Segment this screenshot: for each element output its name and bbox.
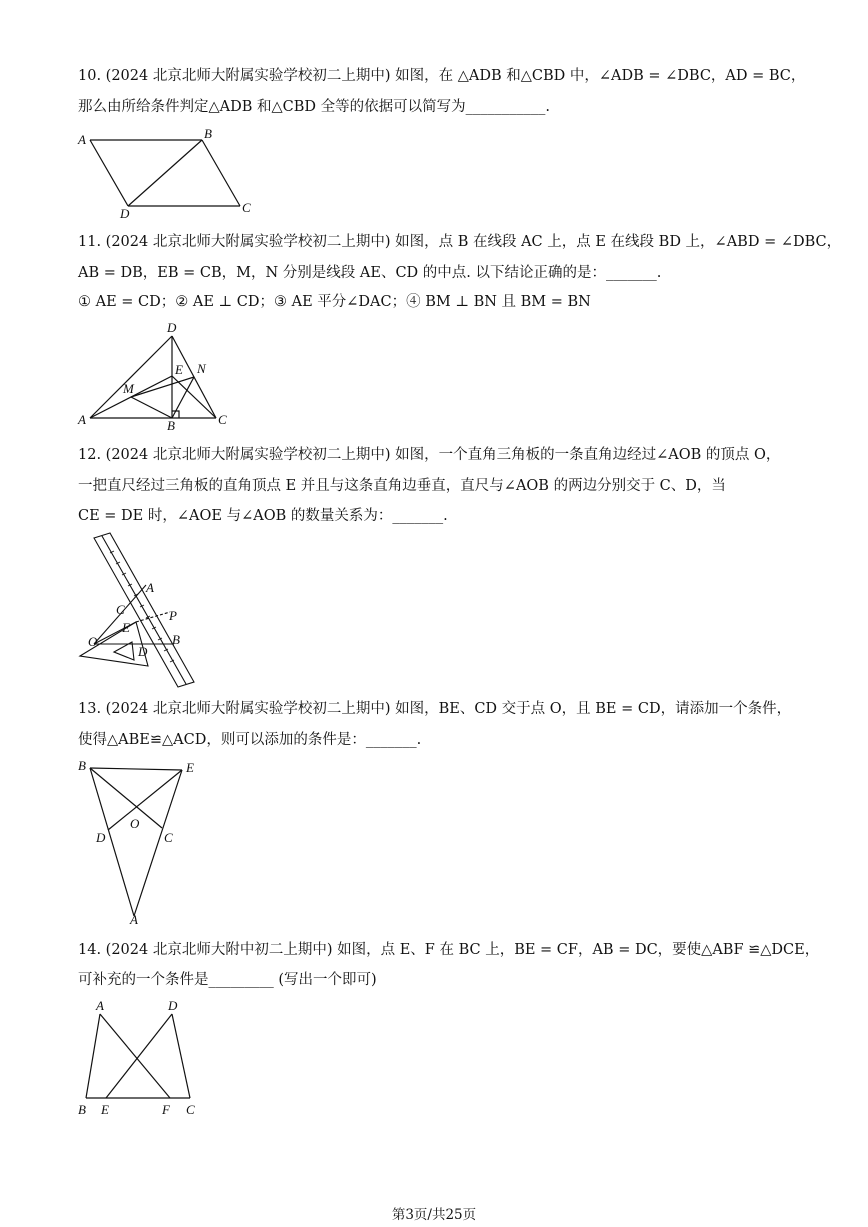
q13-figure: [76, 756, 206, 927]
q13-label-a: A: [130, 912, 138, 927]
q13-label-c: C: [164, 830, 173, 845]
q11-label-c: C: [218, 412, 227, 427]
q10-label-c: C: [242, 200, 251, 215]
q11-label-n: N: [197, 361, 206, 376]
q14-label-f: F: [162, 1102, 170, 1117]
q13-label-b: B: [78, 758, 86, 773]
q14-label-c: C: [186, 1102, 195, 1117]
q14-label-e: E: [101, 1102, 109, 1117]
q11-line-1: 11. (2024 北京北师大附属实验学校初二上期中) 如图，点 B 在线段 AC 上，点 E 在线段 BD 上，∠ABD = ∠DBC，: [78, 234, 842, 250]
q12-label-e: E: [122, 620, 130, 635]
q11-label-b: B: [167, 418, 175, 433]
q13-label-o: O: [130, 816, 140, 831]
q12-label-a: A: [146, 580, 154, 595]
q10-line-2: 那么由所给条件判定△ADB 和△CBD 全等的依据可以简写为___________.: [78, 99, 551, 115]
q14-label-a: A: [96, 998, 104, 1013]
q13-line-2: 使得△ABE≌△ACD，则可以添加的条件是：_______.: [78, 732, 422, 748]
q14-label-b: B: [78, 1102, 86, 1117]
q11-line-3: ① AE = CD；② AE ⊥ CD；③ AE 平分∠DAC；④ BM ⊥ BN 且 BM = BN: [78, 294, 591, 310]
q11-label-a: A: [78, 412, 86, 427]
q14-line-2: 可补充的一个条件是_________ (写出一个即可): [78, 972, 377, 988]
q11-label-m: M: [123, 381, 134, 396]
q12-line-1: 12. (2024 北京北师大附属实验学校初二上期中) 如图，一个直角三角板的一条直角边经过∠AOB 的顶点 O，: [78, 447, 781, 463]
q10-label-b: B: [204, 126, 212, 141]
q11-label-e: E: [175, 362, 183, 377]
q12-label-p: P: [169, 608, 177, 623]
q13-label-e: E: [186, 760, 194, 775]
q12-figure: [76, 530, 196, 690]
q11-label-d: D: [167, 320, 177, 335]
q10-figure: [78, 126, 258, 221]
q12-label-d: D: [138, 644, 148, 659]
q11-line-2: AB = DB，EB = CB，M，N 分别是线段 AE、CD 的中点. 以下结论正确的是：_______.: [78, 265, 662, 281]
q12-line-2: 一把直尺经过三角板的直角顶点 E 并且与这条直角边垂直，直尺与∠AOB 的两边分别交于 C、D，当: [78, 478, 726, 494]
q14-label-d: D: [168, 998, 178, 1013]
q10-line-1: 10. (2024 北京北师大附属实验学校初二上期中) 如图，在 △ADB 和△CBD 中，∠ADB = ∠DBC，AD = BC，: [78, 68, 806, 84]
q12-label-b: B: [172, 632, 180, 647]
q12-line-3: CE = DE 时，∠AOE 与∠AOB 的数量关系为：_______.: [78, 508, 448, 524]
q10-label-d: D: [120, 206, 130, 221]
page-footer: 第3页/共25页: [391, 1207, 477, 1223]
q13-label-d: D: [96, 830, 106, 845]
q12-label-o: O: [88, 634, 98, 649]
q14-line-1: 14. (2024 北京北师大附中初二上期中) 如图，点 E、F 在 BC 上，BE = CF，AB = DC，要使△ABF ≌△DCE，: [78, 942, 820, 958]
q12-label-c: C: [116, 602, 125, 617]
q10-label-a: A: [78, 132, 86, 147]
q11-figure: [78, 318, 238, 433]
q13-line-1: 13. (2024 北京北师大附属实验学校初二上期中) 如图，BE、CD 交于点 O，且 BE = CD，请添加一个条件，: [78, 701, 792, 717]
q14-figure: [76, 996, 206, 1120]
